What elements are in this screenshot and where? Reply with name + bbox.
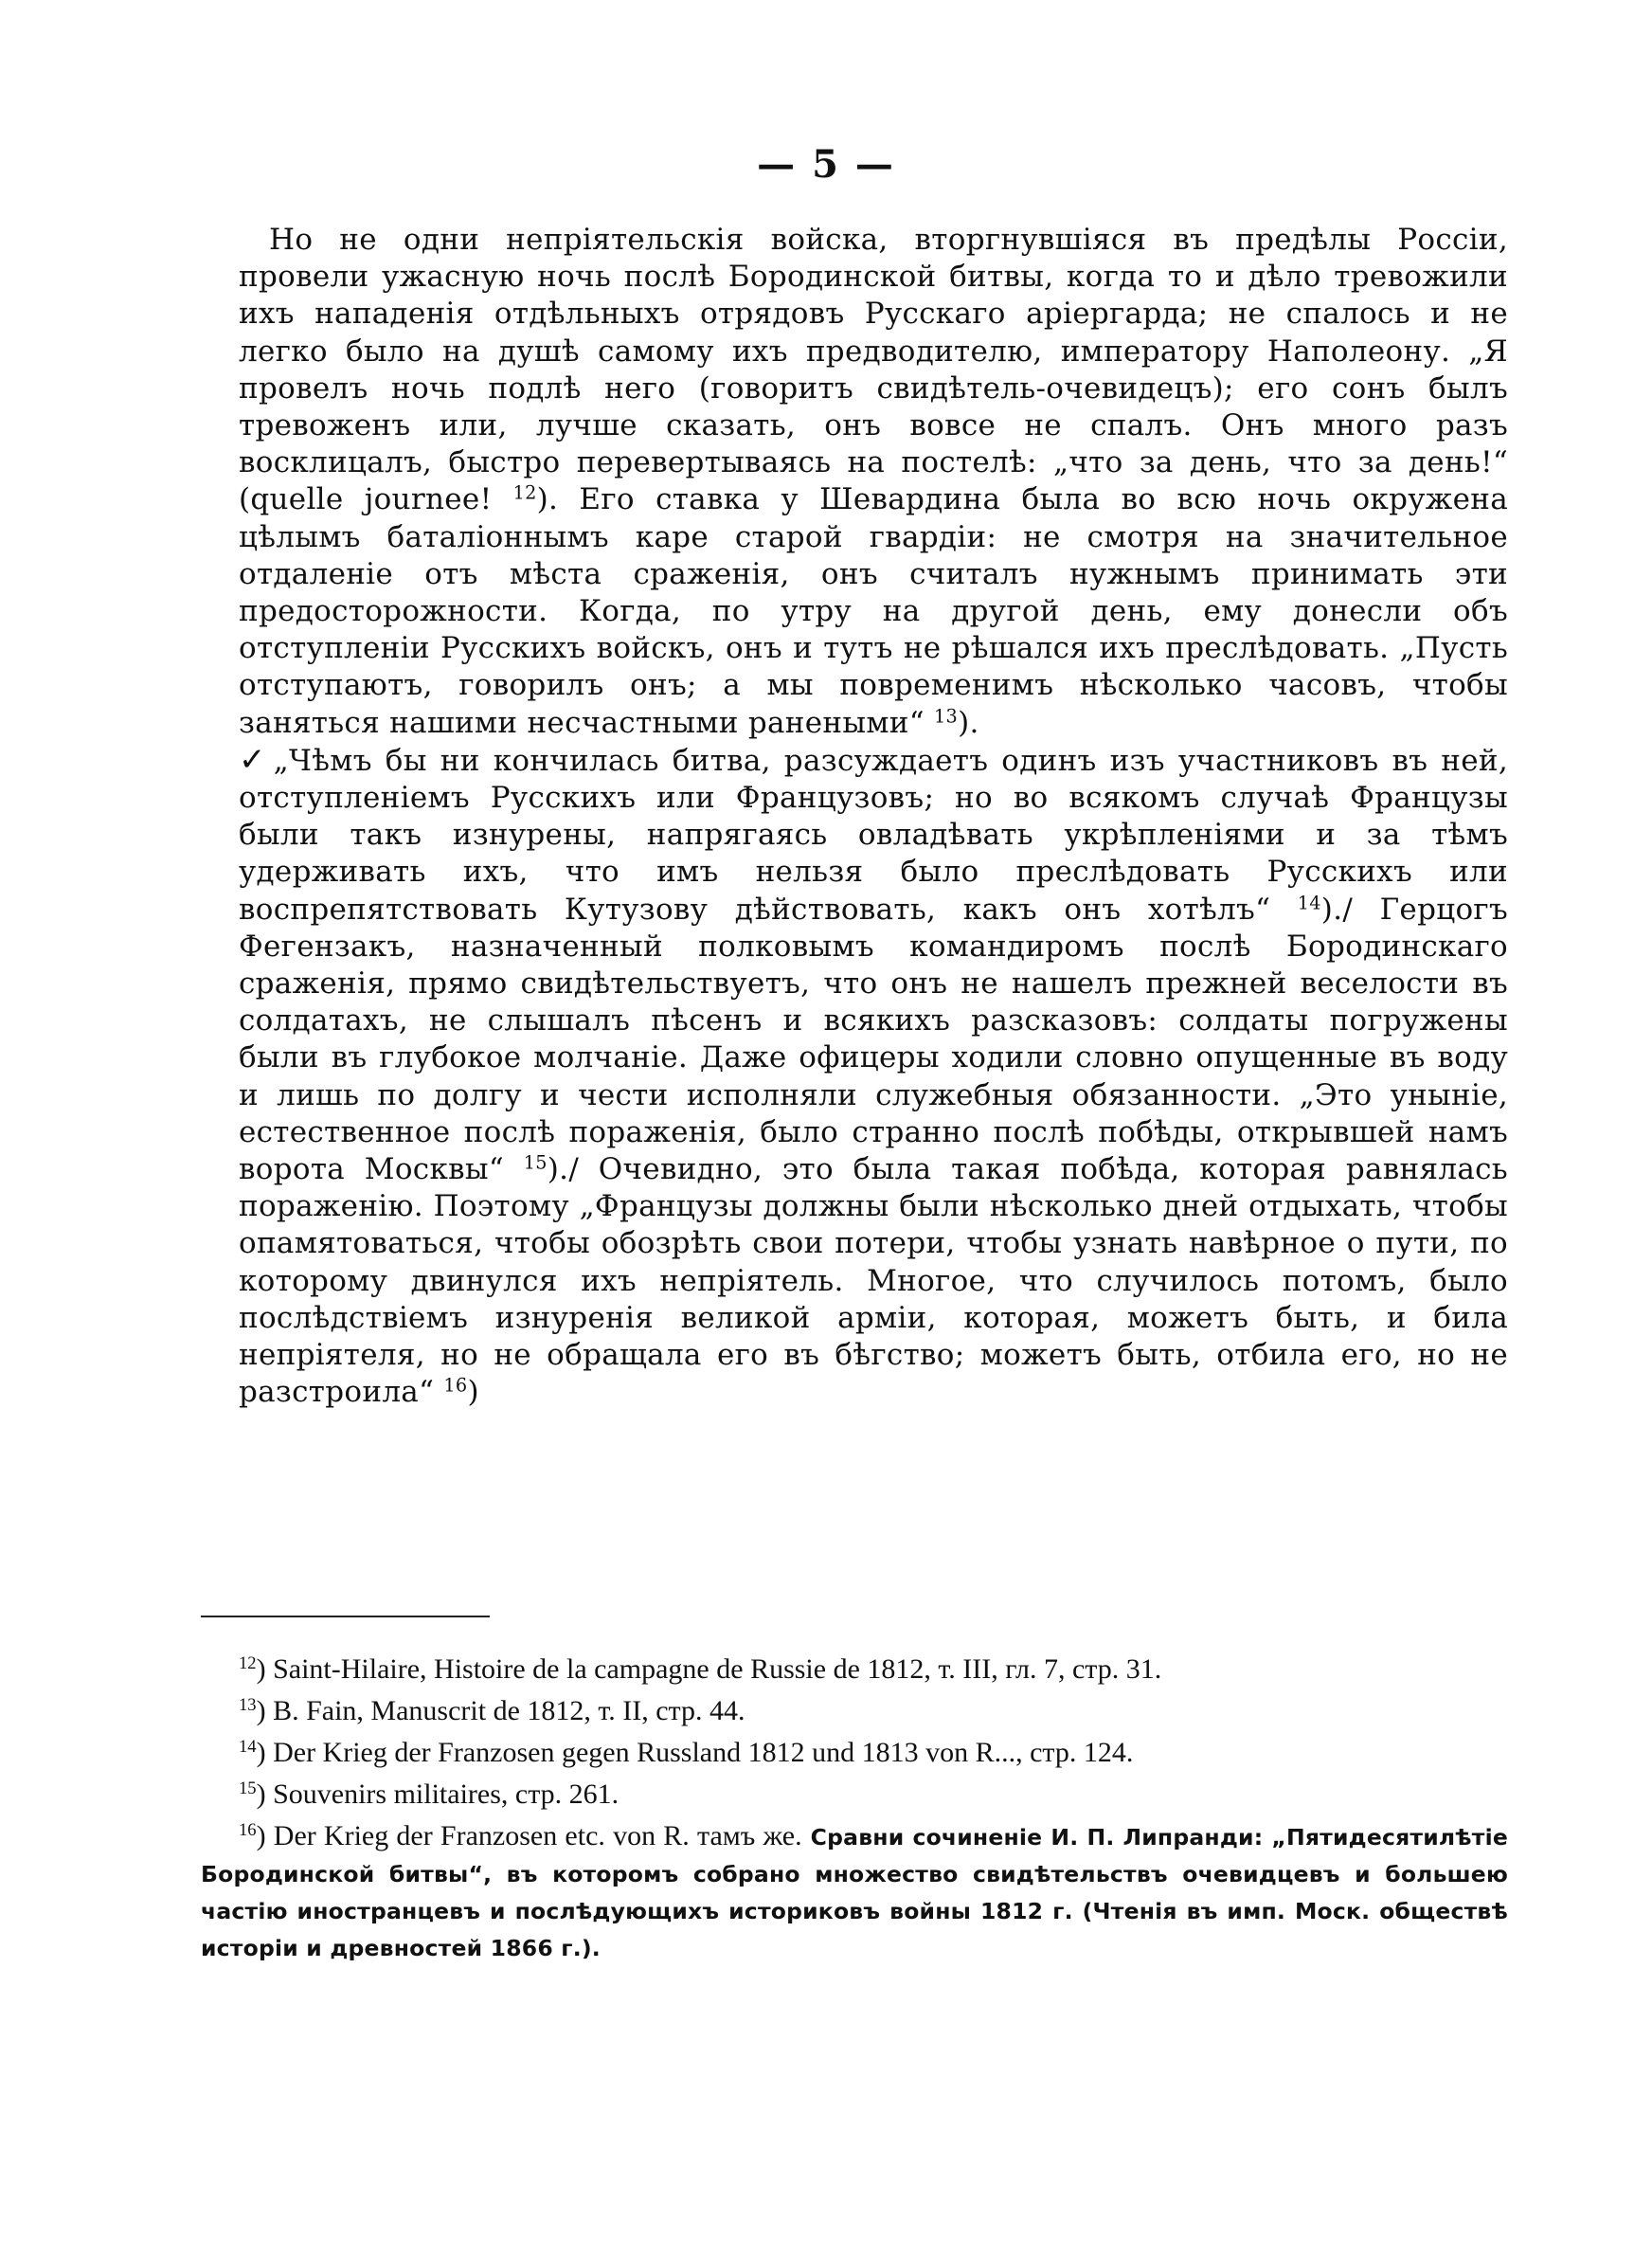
text-segment: „Чѣмъ бы ни кончилась битва, разсуждаетъ одинъ изъ участниковъ въ ней, отступленіемъ Русскихъ или Французовъ; но во всякомъ случаѣ Французы были такъ изнурены, напрягаясь овладѣвать укрѣпленіями и за тѣмъ удерживать ихъ, что имъ нельзя было преслѣдовать Русскихъ или воспрепятствовать Кутузову дѣйствовать, какъ онъ хотѣлъ“ bbox=[239, 743, 1508, 927]
text-segment: )./ Герцогъ Фегензакъ, назначенный полковымъ командиромъ послѣ Бородинскаго сраженія, прямо свидѣтельствуетъ, что онъ не нашелъ прежней веселости въ солдатахъ, не слышалъ пѣсенъ и всякихъ разсказовъ: солдаты погружены были въ глубокое молчаніе. Даже офицеры ходили словно опущенные въ воду и лишь по долгу и чести исполняли служебныя обязанности. „Это уныніе, естественное послѣ пораженія, было странно послѣ побѣды, открывшей намъ ворота Москвы“ bbox=[239, 892, 1508, 1187]
footnote-text: ) Souvenirs militaires, стр. 261. bbox=[256, 1779, 620, 1810]
footnote-16 bbox=[201, 1817, 1508, 1965]
paragraph-1 bbox=[239, 222, 1508, 742]
footnote-separator bbox=[201, 1616, 490, 1617]
footnotes bbox=[201, 1651, 1508, 1970]
footnote-text-small: Сравни сочиненіе И. П. Липранди: „Пятидесятилѣтіе Бородинской битвы“, въ которомъ собрано множество свидѣтельствъ очевидцевъ и большею частію иностранцевъ и послѣдующихъ историковъ войны 1812 г. (Чтенія въ имп. Моск. обществѣ исторіи и древностей 1866 г.). bbox=[201, 1824, 1509, 1961]
footnote-ref[interactable]: 16 bbox=[443, 1374, 468, 1397]
page-number: — 5 — bbox=[757, 142, 895, 187]
paragraph-2 bbox=[239, 742, 1508, 1412]
text-segment: )./ Очевидно, это была такая побѣда, которая равнялась пораженію. Поэтому „Французы должны были нѣсколько дней отдыхать, чтобы опамятоваться, чтобы обозрѣть свои потери, чтобы узнать навѣрное о пути, по которому двинулся ихъ непріятель. Многое, что случилось потомъ, было послѣдствіемъ изнуренія великой арміи, которая, можетъ быть, и била непріятеля, но не обращала его въ бѣгство; можетъ быть, отбила его, но не разстроила“ bbox=[239, 1152, 1508, 1410]
footnote-text: ) B. Fain, Manuscrit de 1812, т. II, стр. 44. bbox=[256, 1695, 745, 1726]
footnote-number: 15 bbox=[239, 1778, 257, 1798]
footnote-ref[interactable]: 12 bbox=[512, 481, 537, 504]
footnote-15 bbox=[201, 1776, 1508, 1813]
main-text bbox=[239, 222, 1508, 1412]
text-segment: ). Его ставка у Шевардина была во всю ночь окружена цѣлымъ баталіоннымъ каре старой гвардіи: не смотря на значительное отдаленіе отъ мѣста сраженія, онъ считалъ нужнымъ принимать эти предосторожности. Когда, по утру на другой день, ему донесли объ отступленіи Русскихъ войскъ, онъ и тутъ не рѣшался ихъ преслѣдовать. „Пусть отступаютъ, говорилъ онъ; а мы повременимъ нѣсколько часовъ, чтобы заняться нашими несчастными ранеными“ bbox=[239, 482, 1509, 740]
footnote-number: 13 bbox=[239, 1694, 257, 1715]
text-segment: ). bbox=[958, 705, 979, 740]
footnote-13 bbox=[201, 1692, 1508, 1729]
handwritten-check-mark: ✓ bbox=[239, 740, 270, 779]
footnote-14 bbox=[201, 1734, 1508, 1771]
text-segment: ) bbox=[467, 1375, 479, 1410]
text-segment: Но не одни непріятельскія войска, вторгнувшіяся въ предѣлы Россіи, провели ужасную ночь послѣ Бородинской битвы, когда то и дѣло тревожили ихъ нападенія отдѣльныхъ отрядовъ Русскаго аріергарда; не спалось и не легко было на душѣ самому ихъ предводителю, императору Наполеону. „Я провелъ ночь подлѣ него (говоритъ свидѣтель-очевидецъ); его сонъ былъ тревоженъ или, лучше сказать, онъ вовсе не спалъ. Онъ много разъ восклицалъ, быстро перевертываясь на постелѣ: „что за день, что за день!“ (quelle journee! bbox=[239, 223, 1508, 517]
footnote-ref[interactable]: 14 bbox=[1297, 892, 1321, 914]
footnote-number: 14 bbox=[239, 1736, 257, 1757]
footnote-number: 12 bbox=[239, 1652, 257, 1673]
footnote-12 bbox=[201, 1651, 1508, 1688]
footnote-ref[interactable]: 15 bbox=[523, 1151, 548, 1174]
footnote-text: ) Der Krieg der Franzosen etc. von R. тамъ же. bbox=[256, 1820, 802, 1851]
footnote-ref[interactable]: 13 bbox=[934, 705, 959, 728]
footnote-number: 16 bbox=[239, 1819, 257, 1840]
footnote-text: ) Saint-Hilaire, Histoire de la campagne de Russie de 1812, т. III, гл. 7, стр. 31. bbox=[256, 1653, 1162, 1685]
footnote-text: ) Der Krieg der Franzosen gegen Russland 1812 und 1813 von R..., стр. 124. bbox=[256, 1737, 1134, 1768]
